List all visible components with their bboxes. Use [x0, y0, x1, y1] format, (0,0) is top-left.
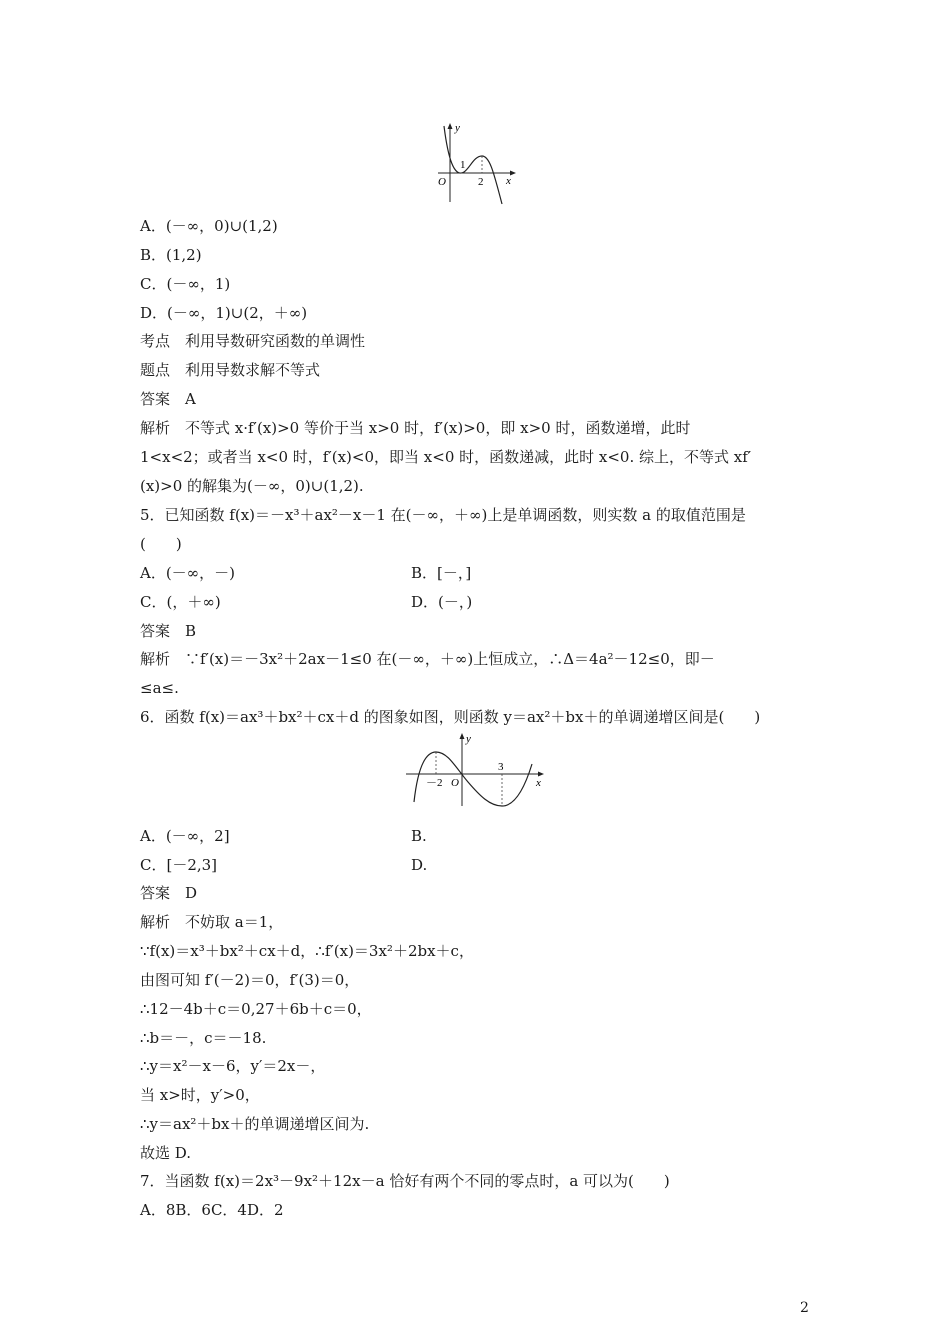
figure-cubic-graph-1 [430, 118, 520, 206]
q5-stem-line-1: 5．已知函数 f(x)＝－x³＋ax²－x－1 在(－∞，＋∞)上是单调函数，则实数 a 的取值范围是 [140, 506, 746, 524]
q6-analysis-line-5: ∴b＝－，c＝－18. [140, 1029, 267, 1047]
fig2-origin: O [451, 777, 459, 789]
fig1-origin: O [438, 176, 446, 188]
q4-analysis-line-2: 1<x<2；或者当 x<0 时，f′(x)<0，即当 x<0 时，函数递减，此时 x<0. 综上，不等式 xf′ [140, 448, 752, 466]
fig1-x-label: x [506, 175, 511, 187]
fig2-x-label: x [536, 777, 541, 789]
q4-analysis-line-1: 解析 不等式 x·f′(x)>0 等价于当 x>0 时，f′(x)>0，即 x>0 时，函数递增，此时 [140, 419, 691, 437]
q5-option-a: A．(－∞，－) [140, 564, 236, 582]
q4-option-a: A．(－∞，0)∪(1,2) [140, 217, 278, 235]
q6-analysis-line-6: ∴y＝x²－x－6，y′＝2x－， [140, 1057, 326, 1075]
q6-analysis-line-9: 故选 D. [140, 1144, 192, 1162]
q5-answer: 答案 B [140, 622, 197, 640]
q4-kaodian: 考点 利用导数研究函数的单调性 [140, 332, 366, 350]
q7-options: A．8B．6C．4D．2 [140, 1201, 284, 1219]
q6-option-d: D. [411, 856, 428, 874]
fig1-tick-1: 1 [460, 159, 466, 171]
q6-option-b: B. [411, 827, 427, 845]
fig2-tick-3: 3 [498, 761, 504, 773]
q6-analysis-line-7: 当 x>时，y′>0， [140, 1086, 260, 1104]
q6-option-c: C．[－2,3] [140, 856, 218, 874]
q5-option-c: C．(，＋∞) [140, 593, 221, 611]
q6-analysis-line-2: ∵f(x)＝x³＋bx²＋cx＋d，∴f′(x)＝3x²＋2bx＋c， [140, 942, 474, 960]
fig2-tick-neg2: －2 [426, 777, 443, 789]
q5-option-b: B．[－，] [411, 564, 472, 582]
q6-analysis-line-3: 由图可知 f′(－2)＝0，f′(3)＝0， [140, 971, 360, 989]
q6-analysis-line-1: 解析 不妨取 a＝1， [140, 913, 284, 931]
q6-answer: 答案 D [140, 884, 198, 902]
q7-stem: 7．当函数 f(x)＝2x³－9x²＋12x－a 恰好有两个不同的零点时，a 可以为( ) [140, 1172, 670, 1190]
q4-option-d: D．(－∞，1)∪(2，＋∞) [140, 304, 308, 322]
q5-option-d: D．(－，) [411, 593, 473, 611]
q5-analysis-line-1: 解析 ∵f′(x)＝－3x²＋2ax－1≤0 在(－∞，＋∞)上恒成立，∴Δ＝4a²－12≤0，即－ [140, 650, 715, 668]
q4-option-b: B．(1,2) [140, 246, 202, 264]
fig1-tick-2: 2 [478, 176, 484, 188]
q5-analysis-line-2: ≤a≤. [140, 679, 179, 697]
q4-option-c: C．(－∞，1) [140, 275, 231, 293]
q6-analysis-line-8: ∴y＝ax²＋bx＋的单调递增区间为. [140, 1115, 370, 1133]
q4-answer: 答案 A [140, 390, 196, 408]
page-number: 2 [800, 1300, 809, 1316]
q5-stem-line-2: ( ) [140, 535, 182, 553]
fig2-y-label: y [466, 733, 471, 745]
fig1-y-label: y [455, 122, 460, 134]
q4-tidian: 题点 利用导数求解不等式 [140, 361, 321, 379]
q4-analysis-line-3: (x)>0 的解集为(－∞，0)∪(1,2). [140, 477, 364, 495]
figure-cubic-graph-2 [402, 730, 552, 808]
q6-option-a: A．(－∞，2] [140, 827, 230, 845]
q6-stem: 6．函数 f(x)＝ax³＋bx²＋cx＋d 的图象如图，则函数 y＝ax²＋bx＋的单调递增区间是( ) [140, 708, 761, 726]
q6-analysis-line-4: ∴12－4b＋c＝0,27＋6b＋c＝0， [140, 1000, 372, 1018]
